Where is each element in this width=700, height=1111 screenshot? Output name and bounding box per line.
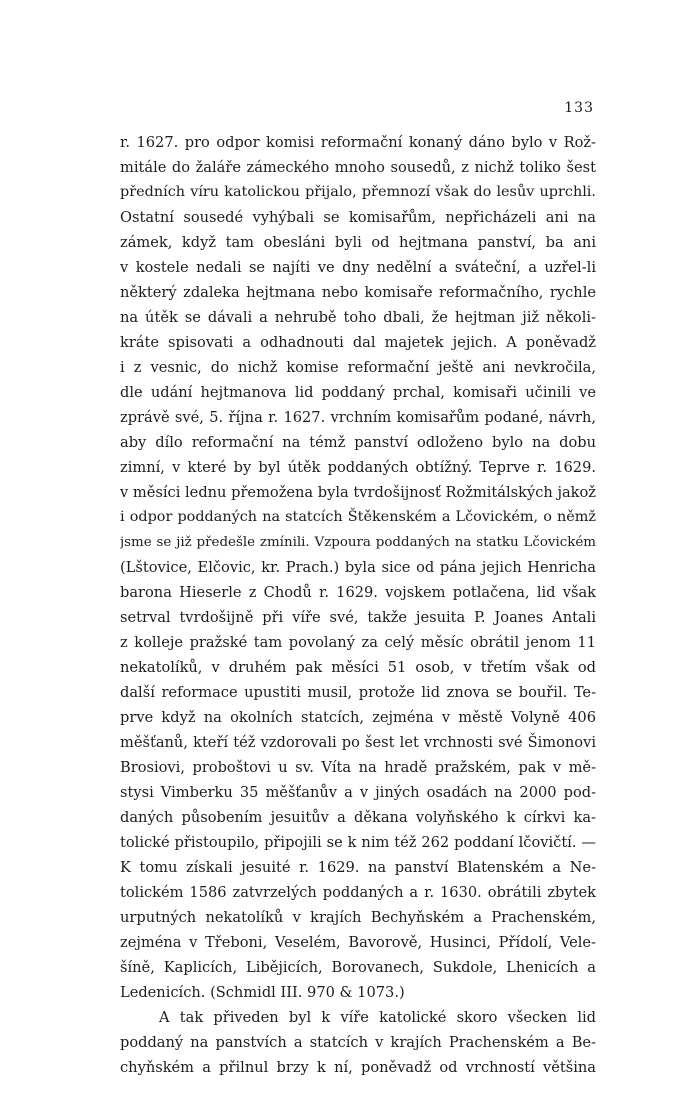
text-line: i z vesnic, do nichž komise reformační ještě ani nevkročila, — [120, 359, 596, 376]
text-line: zámek, když tam obesláni byli od hejtmana panství, ba ani — [120, 234, 596, 251]
text-line: Ostatní sousedé vyhýbali se komisařům, nepřicházeli ani na — [120, 209, 596, 226]
text-line: poddaný na panstvích a statcích v krajích Prachenském a Be- — [120, 1034, 596, 1051]
text-line: v měsíci lednu přemožena byla tvrdošijnosť Rožmitálských jakož — [120, 484, 596, 501]
text-line: měšťanů, kteří též vzdorovali po šest let vrchnosti své Šimonovi — [120, 734, 596, 751]
text-line: dle udání hejtmanova lid poddaný prchal, komisaři učinili ve — [120, 384, 596, 401]
text-line: aby dílo reformační na témž panství odloženo bylo na dobu — [120, 434, 596, 451]
text-line: tolické přistoupilo, připojili se k nim též 262 poddaní lčovičtí. — — [120, 834, 596, 851]
text-line: zprávě své, 5. října r. 1627. vrchním komisařům podané, návrh, — [120, 409, 596, 426]
text-line: prve když na okolních statcích, zejména v městě Volyně 406 — [120, 709, 596, 726]
text-line: barona Hieserle z Chodů r. 1629. vojskem potlačena, lid však — [120, 584, 596, 601]
text-line: stysi Vimberku 35 měšťanův a v jiných osadách na 2000 pod- — [120, 784, 596, 801]
text-line: chyňském a přilnul brzy k ní, poněvadž od vrchností většina — [120, 1059, 596, 1076]
text-line: A tak přiveden byl k víře katolické skoro všecken lid — [159, 1009, 596, 1026]
text-line: i odpor poddaných na statcích Štěkenském a Lčovickém, o němž — [120, 509, 596, 525]
text-line: zimní, v které by byl útěk poddaných obtížný. Teprve r. 1629. — [120, 459, 596, 476]
text-line: některý zdaleka hejtmana nebo komisaře reformačního, rychle — [120, 284, 596, 301]
page-number: 133 — [564, 100, 594, 116]
text-line: setrval tvrdošijně při víře své, takže jesuita P. Joanes Antali — [120, 609, 596, 626]
text-line: jsme se již předešle zmínili. Vzpoura poddaných na statku Lčovickém — [120, 535, 596, 550]
text-line: r. 1627. pro odpor komisi reformační konaný dáno bylo v Rož- — [120, 134, 596, 151]
text-line: K tomu získali jesuité r. 1629. na panství Blatenském a Ne- — [120, 859, 596, 876]
text-line: urputných nekatolíků v krajích Bechyňském a Prachenském, — [120, 909, 596, 926]
text-line: šíně, Kaplicích, Libějicích, Borovanech, Sukdole, Lhenicích a — [120, 959, 596, 976]
text-line: v kostele nedali se najíti ve dny nedělní a sváteční, a uzřel-li — [120, 259, 596, 276]
text-line: Brosiovi, proboštovi u sv. Víta na hradě pražském, pak v mě- — [120, 759, 596, 776]
text-line: z kolleje pražské tam povolaný za celý měsíc obrátil jenom 11 — [120, 634, 596, 651]
text-line: daných působením jesuitův a děkana volyňského k církvi ka- — [120, 809, 596, 826]
text-line: (Lštovice, Elčovic, kr. Prach.) byla sice od pána jejich Henricha — [120, 559, 596, 576]
text-line: na útěk se dávali a nehrubě toho dbali, že hejtman již několi- — [120, 309, 596, 326]
text-line: další reformace upustiti musil, protože lid znova se bouřil. Te- — [120, 684, 596, 701]
text-line: mitále do žaláře zámeckého mnoho sousedů, z nichž toliko šest — [120, 159, 596, 176]
text-line: kráte spisovati a odhadnouti dal majetek jejich. A poněvadž — [120, 334, 596, 351]
text-line: nekatolíků, v druhém pak měsíci 51 osob, v třetím však od — [120, 659, 596, 676]
text-line: tolickém 1586 zatvrzelých poddaných a r. 1630. obrátili zbytek — [120, 884, 596, 901]
text-line: předních víru katolickou přijalo, přemnozí však do lesův uprchli. — [120, 184, 596, 200]
text-line: Ledenicích. (Schmidl III. 970 & 1073.) — [120, 984, 405, 1001]
text-line: zejména v Třeboni, Veselém, Bavorově, Husinci, Přídolí, Vele- — [120, 934, 596, 951]
